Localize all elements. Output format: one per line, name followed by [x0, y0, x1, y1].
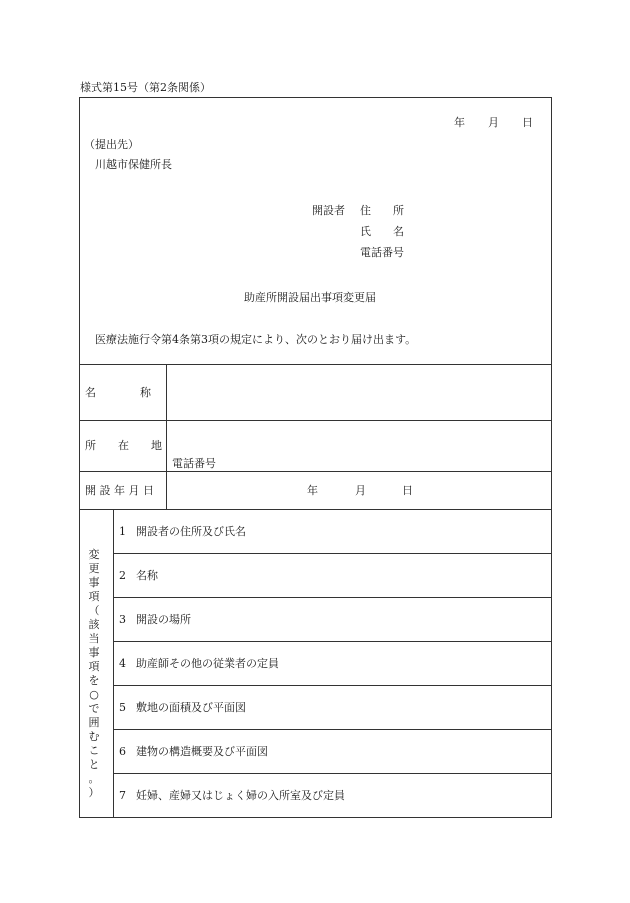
location-label: 所 在 地 [85, 439, 162, 452]
date-day: 日 [522, 116, 533, 129]
change-item-number: 6 [119, 745, 126, 758]
date-year: 年 [454, 116, 465, 129]
change-item[interactable] [114, 686, 551, 729]
change-item-text: 妊婦、産婦又はじょく婦の入所室及び定員 [136, 789, 345, 802]
change-item-text: 敷地の面積及び平面図 [136, 701, 246, 714]
statement: 医療法施行令第4条第3項の規定により、次のとおり届け出ます。 [95, 333, 417, 346]
change-item-text: 名称 [136, 569, 158, 582]
change-item-text: 建物の構造概要及び平面図 [136, 745, 268, 758]
opening-date-month: 月 [355, 484, 366, 497]
opening-date-year: 年 [307, 484, 318, 497]
founder-name: 氏 名 [360, 225, 404, 238]
change-item[interactable] [114, 730, 551, 773]
change-item[interactable] [114, 774, 551, 817]
recipient-label: （提出先） [84, 138, 139, 151]
location-phone-label: 電話番号 [172, 457, 216, 470]
form-number: 様式第15号（第2条関係） [80, 81, 211, 94]
opening-date-day: 日 [402, 484, 413, 497]
change-item-number: 7 [119, 789, 126, 802]
change-item[interactable] [114, 642, 551, 685]
change-item[interactable] [114, 510, 551, 553]
founder-address: 住 所 [360, 204, 404, 217]
change-item[interactable] [114, 598, 551, 641]
change-item-number: 1 [119, 525, 126, 538]
change-item-text: 開設者の住所及び氏名 [136, 525, 246, 538]
change-item-number: 4 [119, 657, 126, 670]
change-item-number: 5 [119, 701, 126, 714]
date-month: 月 [488, 116, 499, 129]
change-item[interactable] [114, 554, 551, 597]
change-item-number: 3 [119, 613, 126, 626]
document-title: 助産所開設届出事項変更届 [244, 291, 376, 304]
name-label: 名 称 [85, 386, 151, 399]
name-value-field [167, 365, 551, 420]
change-items-vertical-label: 変 更 事 項 （ 該 当 事 項 を ○ で 囲 む こ と 。 ） [88, 548, 100, 799]
opening-date-label: 開 設 年 月 日 [85, 484, 154, 497]
founder-phone: 電話番号 [360, 246, 404, 259]
change-item-text: 助産師その他の従業者の定員 [136, 657, 279, 670]
recipient-name: 川越市保健所長 [95, 158, 172, 171]
founder-label: 開設者 [312, 204, 345, 217]
change-item-text: 開設の場所 [136, 613, 191, 626]
location-value-field [167, 421, 551, 471]
change-item-number: 2 [119, 569, 126, 582]
